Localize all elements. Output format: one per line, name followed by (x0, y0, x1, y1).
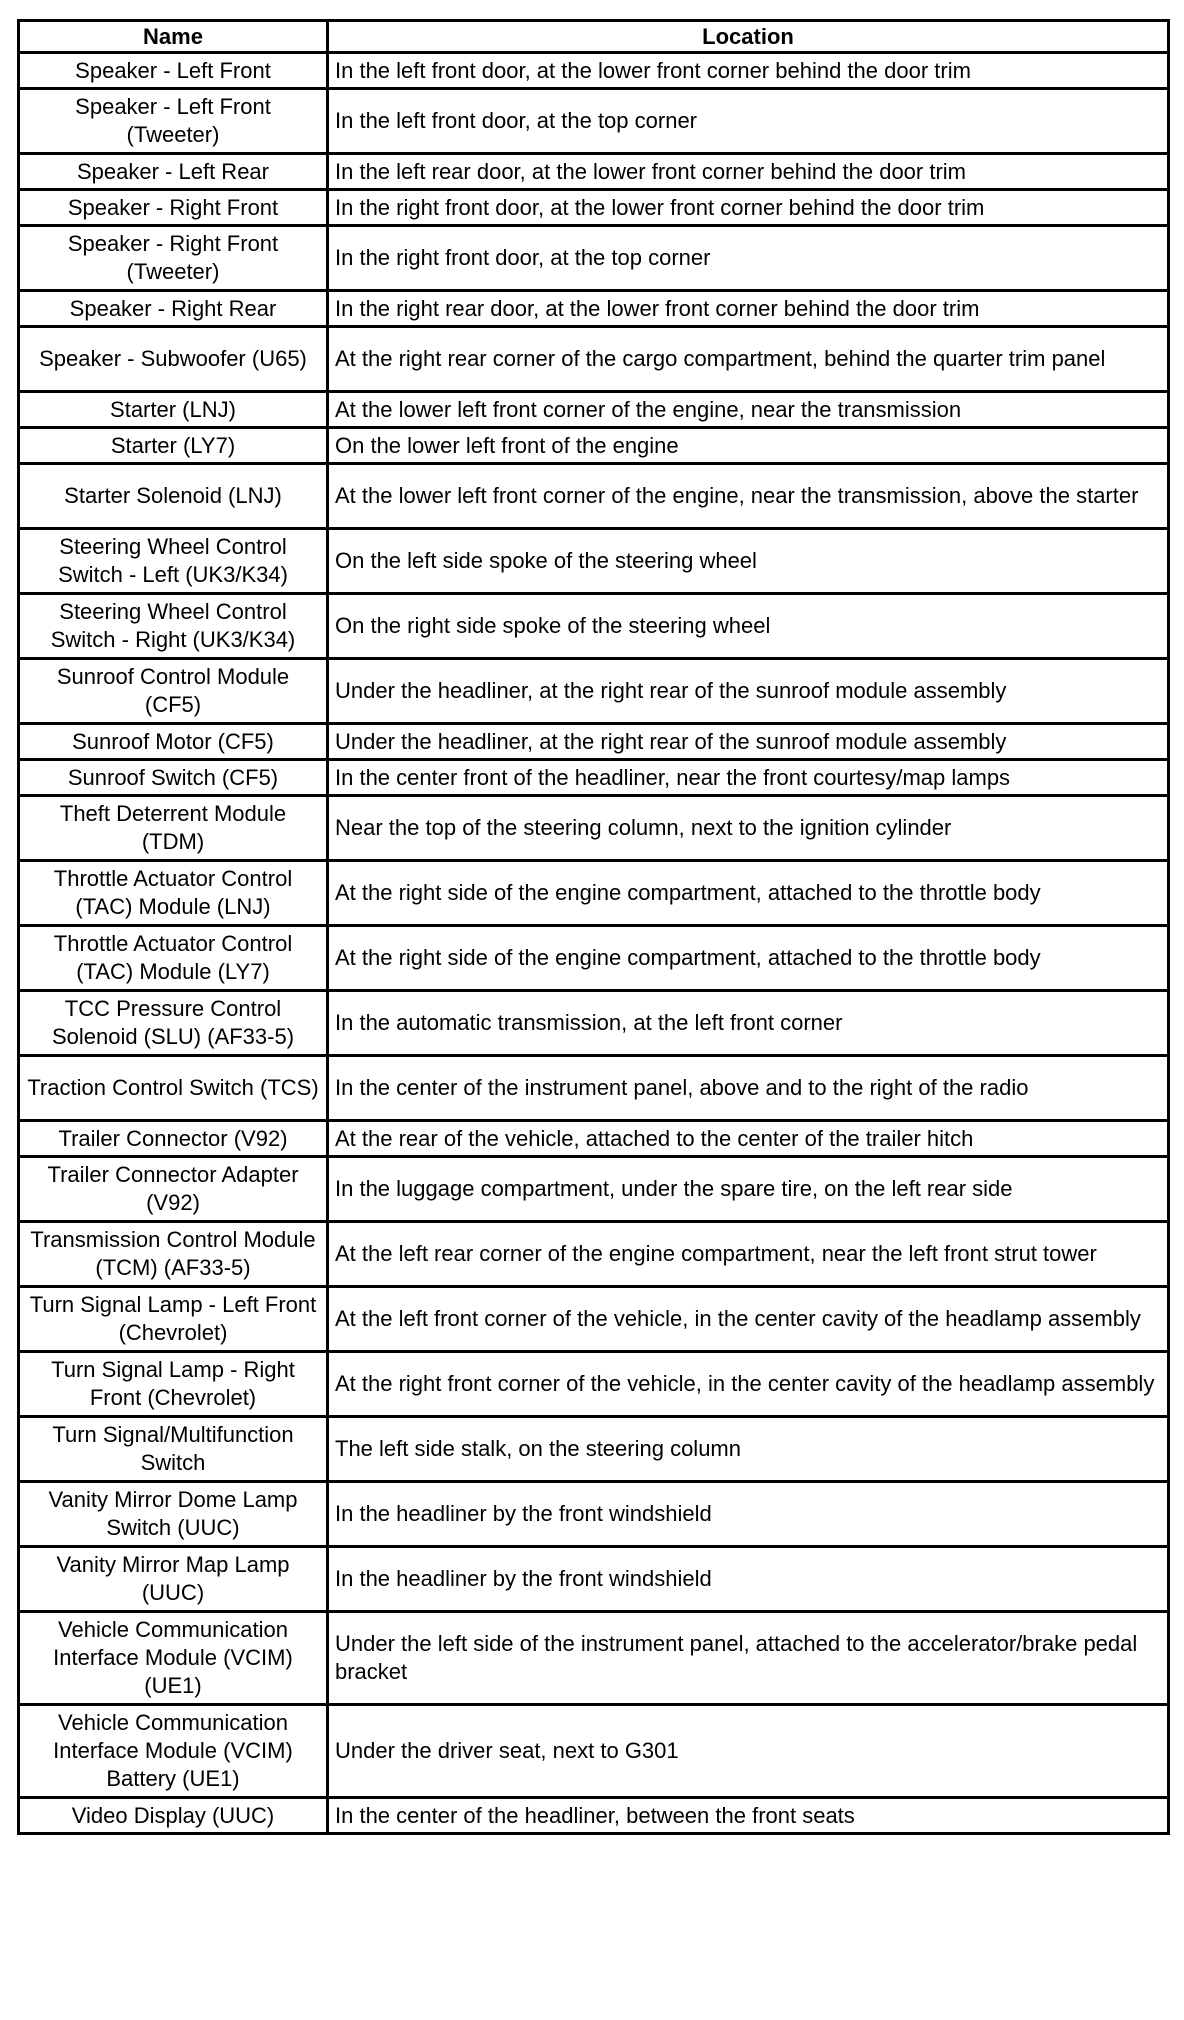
component-location-cell: In the left rear door, at the lower front corner behind the door trim (328, 154, 1169, 190)
component-location-cell: Under the headliner, at the right rear of the sunroof module assembly (328, 724, 1169, 760)
table-row (19, 659, 1169, 724)
component-name-cell: Turn Signal/Multifunction Switch (19, 1417, 328, 1482)
component-name-cell: Video Display (UUC) (19, 1798, 328, 1834)
component-name-cell: Speaker - Left Rear (19, 154, 328, 190)
name-column-header: Name (19, 21, 328, 53)
table-row (19, 1121, 1169, 1157)
component-location-cell: In the right front door, at the top corner (328, 226, 1169, 291)
table-row (19, 724, 1169, 760)
table-row (19, 291, 1169, 327)
component-location-cell: In the luggage compartment, under the spare tire, on the left rear side (328, 1157, 1169, 1222)
component-name-cell: Speaker - Right Front (Tweeter) (19, 226, 328, 291)
table-row (19, 327, 1169, 392)
table-row (19, 226, 1169, 291)
table-row (19, 760, 1169, 796)
table-row (19, 1157, 1169, 1222)
component-name-cell: Turn Signal Lamp - Right Front (Chevrolet) (19, 1352, 328, 1417)
table-row (19, 926, 1169, 991)
table-row (19, 1417, 1169, 1482)
table-row (19, 154, 1169, 190)
table-row (19, 89, 1169, 154)
component-location-cell: In the center front of the headliner, near the front courtesy/map lamps (328, 760, 1169, 796)
component-name-cell: Starter (LNJ) (19, 392, 328, 428)
component-location-cell: In the left front door, at the lower front corner behind the door trim (328, 53, 1169, 89)
component-name-cell: Turn Signal Lamp - Left Front (Chevrolet) (19, 1287, 328, 1352)
component-name-cell: Steering Wheel Control Switch - Left (UK3/K34) (19, 529, 328, 594)
component-location-cell: Under the headliner, at the right rear of the sunroof module assembly (328, 659, 1169, 724)
table-row (19, 1547, 1169, 1612)
component-name-cell: Vehicle Communication Interface Module (VCIM) (UE1) (19, 1612, 328, 1705)
component-name-cell: Speaker - Left Front (19, 53, 328, 89)
component-location-cell: At the rear of the vehicle, attached to the center of the trailer hitch (328, 1121, 1169, 1157)
component-name-cell: Sunroof Switch (CF5) (19, 760, 328, 796)
table-row (19, 1287, 1169, 1352)
component-name-cell: Steering Wheel Control Switch - Right (UK3/K34) (19, 594, 328, 659)
component-name-cell: Vanity Mirror Dome Lamp Switch (UUC) (19, 1482, 328, 1547)
component-location-cell: At the right front corner of the vehicle, in the center cavity of the headlamp assembly (328, 1352, 1169, 1417)
component-location-cell: At the left rear corner of the engine compartment, near the left front strut tower (328, 1222, 1169, 1287)
component-location-cell: In the headliner by the front windshield (328, 1547, 1169, 1612)
component-name-cell: Trailer Connector Adapter (V92) (19, 1157, 328, 1222)
component-location-cell: In the right front door, at the lower front corner behind the door trim (328, 190, 1169, 226)
table-row (19, 1222, 1169, 1287)
component-location-cell: In the headliner by the front windshield (328, 1482, 1169, 1547)
component-name-cell: Sunroof Motor (CF5) (19, 724, 328, 760)
component-location-cell: At the right rear corner of the cargo compartment, behind the quarter trim panel (328, 327, 1169, 392)
table-row (19, 1482, 1169, 1547)
component-name-cell: Traction Control Switch (TCS) (19, 1056, 328, 1121)
component-location-cell: At the right side of the engine compartment, attached to the throttle body (328, 926, 1169, 991)
component-name-cell: Throttle Actuator Control (TAC) Module (LY7) (19, 926, 328, 991)
component-location-cell: In the right rear door, at the lower front corner behind the door trim (328, 291, 1169, 327)
component-name-cell: Speaker - Right Rear (19, 291, 328, 327)
component-name-cell: Sunroof Control Module (CF5) (19, 659, 328, 724)
component-location-cell: Under the driver seat, next to G301 (328, 1705, 1169, 1798)
table-row (19, 991, 1169, 1056)
component-name-cell: Trailer Connector (V92) (19, 1121, 328, 1157)
component-name-cell: Speaker - Subwoofer (U65) (19, 327, 328, 392)
table-row (19, 796, 1169, 861)
location-column-header: Location (328, 21, 1169, 53)
component-location-cell: On the right side spoke of the steering wheel (328, 594, 1169, 659)
component-location-cell: Near the top of the steering column, next to the ignition cylinder (328, 796, 1169, 861)
table-row (19, 594, 1169, 659)
table-row (19, 861, 1169, 926)
component-name-cell: Speaker - Right Front (19, 190, 328, 226)
component-location-cell: Under the left side of the instrument panel, attached to the accelerator/brake pedal bracket (328, 1612, 1169, 1705)
component-name-cell: Speaker - Left Front (Tweeter) (19, 89, 328, 154)
component-name-cell: Vanity Mirror Map Lamp (UUC) (19, 1547, 328, 1612)
component-name-cell: Starter Solenoid (LNJ) (19, 464, 328, 529)
component-location-cell: The left side stalk, on the steering column (328, 1417, 1169, 1482)
table-row (19, 1705, 1169, 1798)
component-location-cell: In the automatic transmission, at the left front corner (328, 991, 1169, 1056)
component-name-cell: Starter (LY7) (19, 428, 328, 464)
component-location-cell: At the lower left front corner of the engine, near the transmission (328, 392, 1169, 428)
table-row (19, 190, 1169, 226)
component-name-cell: TCC Pressure Control Solenoid (SLU) (AF33-5) (19, 991, 328, 1056)
table-row (19, 1352, 1169, 1417)
component-location-table (17, 19, 1170, 1835)
table-row (19, 428, 1169, 464)
header-row (19, 21, 1169, 53)
component-location-cell: On the lower left front of the engine (328, 428, 1169, 464)
component-location-cell: In the left front door, at the top corner (328, 89, 1169, 154)
component-location-cell: On the left side spoke of the steering wheel (328, 529, 1169, 594)
table-row (19, 392, 1169, 428)
table-row (19, 1612, 1169, 1705)
table-row (19, 53, 1169, 89)
component-location-cell: At the left front corner of the vehicle, in the center cavity of the headlamp assembly (328, 1287, 1169, 1352)
table-row (19, 1056, 1169, 1121)
component-location-cell: In the center of the headliner, between the front seats (328, 1798, 1169, 1834)
component-location-cell: At the lower left front corner of the engine, near the transmission, above the starter (328, 464, 1169, 529)
component-name-cell: Theft Deterrent Module (TDM) (19, 796, 328, 861)
component-location-cell: At the right side of the engine compartment, attached to the throttle body (328, 861, 1169, 926)
component-name-cell: Vehicle Communication Interface Module (VCIM) Battery (UE1) (19, 1705, 328, 1798)
component-location-cell: In the center of the instrument panel, above and to the right of the radio (328, 1056, 1169, 1121)
table-row (19, 529, 1169, 594)
table-body (19, 53, 1169, 1834)
table-row (19, 464, 1169, 529)
component-name-cell: Throttle Actuator Control (TAC) Module (LNJ) (19, 861, 328, 926)
table-row (19, 1798, 1169, 1834)
component-name-cell: Transmission Control Module (TCM) (AF33-5) (19, 1222, 328, 1287)
